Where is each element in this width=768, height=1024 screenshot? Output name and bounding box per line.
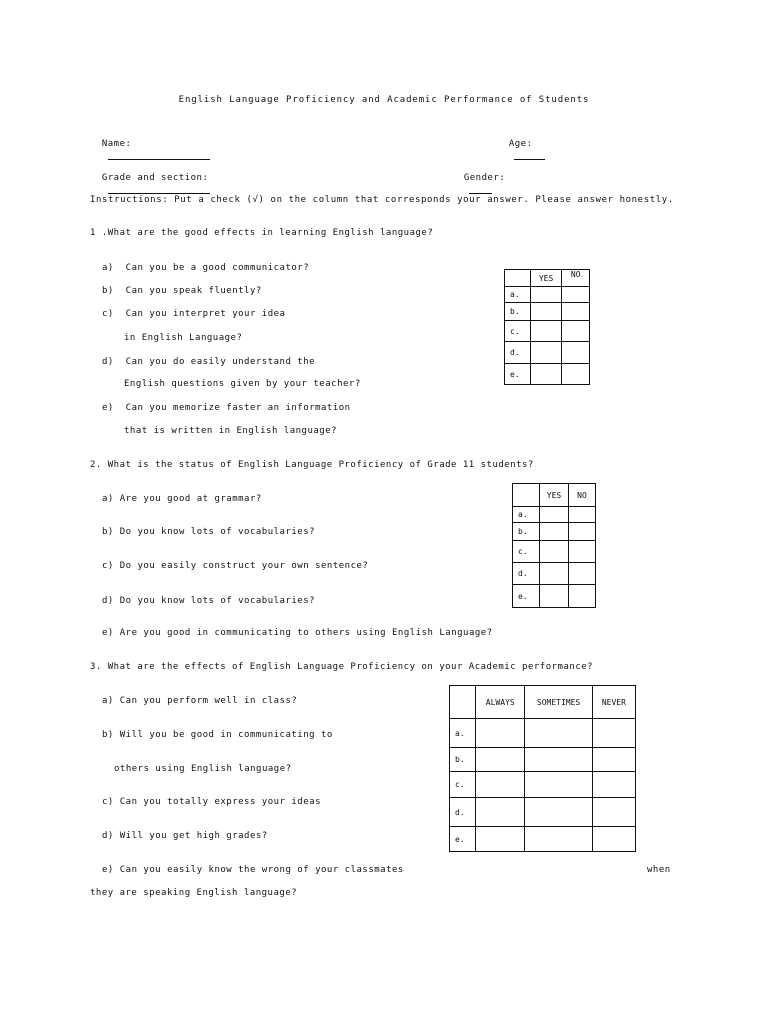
q1-corner-cell (505, 270, 531, 287)
q3-item-a: a) Can you perform well in class? (102, 696, 298, 706)
q1-item-e: e) Can you memorize faster an information (102, 403, 351, 413)
answer-cell[interactable] (525, 772, 592, 798)
answer-cell[interactable] (592, 827, 635, 852)
page-title: English Language Proficiency and Academic Performance of Students (178, 95, 590, 105)
table-row (450, 719, 636, 748)
age-label: Age: (508, 139, 533, 149)
answer-cell[interactable] (476, 772, 525, 798)
q3-item-d: d) Will you get high grades? (102, 831, 268, 841)
table-row (513, 541, 596, 563)
row-label: d. (513, 563, 540, 585)
table-row (513, 585, 596, 608)
q1-item-c: c) Can you interpret your idea (102, 309, 286, 319)
name-field (90, 126, 210, 164)
table-row (450, 798, 636, 827)
answer-cell[interactable] (569, 507, 596, 523)
q3-item-c: c) Can you totally express your ideas (102, 797, 321, 807)
table-row (450, 748, 636, 772)
q1-heading: 1 .What are the good effects in learning English language? (90, 228, 434, 238)
row-label: e. (450, 827, 476, 852)
q2-header-yes: YES (540, 484, 569, 507)
row-label: b. (505, 303, 531, 321)
q2-item-c: c) Do you easily construct your own sentence? (102, 561, 369, 571)
answer-cell[interactable] (562, 364, 590, 385)
q3-item-b-cont: others using English language? (114, 764, 292, 774)
answer-cell[interactable] (530, 321, 562, 342)
row-label: e. (505, 364, 531, 385)
row-label: d. (450, 798, 476, 827)
table-row (505, 287, 590, 303)
answer-cell[interactable] (562, 342, 590, 364)
table-row (505, 364, 590, 385)
answer-cell[interactable] (592, 798, 635, 827)
answer-cell[interactable] (540, 563, 569, 585)
answer-cell[interactable] (569, 541, 596, 563)
answer-cell[interactable] (540, 507, 569, 523)
answer-cell[interactable] (592, 748, 635, 772)
answer-cell[interactable] (476, 748, 525, 772)
answer-cell[interactable] (530, 364, 562, 385)
q1-header-no: NO (562, 270, 590, 287)
q1-item-d: d) Can you do easily understand the (102, 357, 316, 367)
answer-cell[interactable] (562, 321, 590, 342)
q3-header-never: NEVER (592, 686, 635, 719)
q3-header-always: ALWAYS (476, 686, 525, 719)
answer-cell[interactable] (476, 827, 525, 852)
table-row (450, 827, 636, 852)
q2-item-e: e) Are you good in communicating to others using English Language? (102, 628, 493, 638)
name-blank[interactable] (108, 150, 210, 160)
answer-cell[interactable] (540, 523, 569, 541)
answer-cell[interactable] (569, 563, 596, 585)
row-label: a. (513, 507, 540, 523)
q3-header-sometimes: SOMETIMES (525, 686, 592, 719)
row-label: a. (505, 287, 531, 303)
q2-corner-cell (513, 484, 540, 507)
q2-item-d: d) Do you know lots of vocabularies? (102, 596, 316, 606)
table-row (513, 563, 596, 585)
answer-cell[interactable] (540, 585, 569, 608)
answer-cell[interactable] (525, 827, 592, 852)
grade-section-field (90, 160, 210, 198)
q1-item-b: b) Can you speak fluently? (102, 286, 262, 296)
q3-answer-table (449, 685, 636, 852)
gender-blank[interactable] (469, 184, 492, 194)
answer-cell[interactable] (525, 719, 592, 748)
table-row (505, 321, 590, 342)
table-row (450, 772, 636, 798)
q2-item-b: b) Do you know lots of vocabularies? (102, 527, 316, 537)
row-label: e. (513, 585, 540, 608)
gender-field (452, 160, 505, 198)
q3-heading: 3. What are the effects of English Language Proficiency on your Academic performance? (90, 662, 594, 672)
q2-answer-table (512, 483, 596, 608)
row-label: b. (513, 523, 540, 541)
q1-answer-table (504, 269, 590, 385)
row-label: c. (513, 541, 540, 563)
q2-heading: 2. What is the status of English Language Proficiency of Grade 11 students? (90, 460, 534, 470)
table-row (513, 523, 596, 541)
instructions: Instructions: Put a check (√) on the column that corresponds your answer. Please answer honestly. (90, 195, 674, 205)
row-label: d. (505, 342, 531, 364)
answer-cell[interactable] (530, 303, 562, 321)
q1-item-a: a) Can you be a good communicator? (102, 263, 310, 273)
row-label: b. (450, 748, 476, 772)
grade-section-blank[interactable] (108, 184, 210, 194)
q2-item-a: a) Are you good at grammar? (102, 494, 262, 504)
answer-cell[interactable] (540, 541, 569, 563)
answer-cell[interactable] (530, 287, 562, 303)
q1-item-e-cont: that is written in English language? (124, 426, 338, 436)
q3-corner-cell (450, 686, 476, 719)
age-blank[interactable] (514, 150, 545, 160)
grade-section-label: Grade and section: (101, 173, 209, 183)
q3-item-e-when: when (647, 865, 671, 875)
table-row (505, 303, 590, 321)
age-field (497, 126, 545, 164)
gender-label: Gender: (463, 173, 506, 183)
q3-item-b: b) Will you be good in communicating to (102, 730, 333, 740)
q2-header-no: NO (569, 484, 596, 507)
answer-cell[interactable] (476, 719, 525, 748)
answer-cell[interactable] (592, 772, 635, 798)
name-label: Name: (101, 139, 132, 149)
q1-item-d-cont: English questions given by your teacher? (124, 379, 361, 389)
answer-cell[interactable] (592, 719, 635, 748)
table-row (505, 342, 590, 364)
answer-cell[interactable] (562, 303, 590, 321)
table-row (513, 507, 596, 523)
q1-item-c-cont: in English Language? (124, 333, 243, 343)
q1-header-yes: YES (530, 270, 562, 287)
row-label: c. (450, 772, 476, 798)
answer-cell[interactable] (530, 342, 562, 364)
answer-cell[interactable] (569, 523, 596, 541)
answer-cell[interactable] (476, 798, 525, 827)
q3-item-e-cont: they are speaking English language? (90, 888, 298, 898)
row-label: a. (450, 719, 476, 748)
answer-cell[interactable] (525, 748, 592, 772)
answer-cell[interactable] (562, 287, 590, 303)
q3-item-e: e) Can you easily know the wrong of your classmates (102, 865, 404, 875)
answer-cell[interactable] (569, 585, 596, 608)
row-label: c. (505, 321, 531, 342)
answer-cell[interactable] (525, 798, 592, 827)
